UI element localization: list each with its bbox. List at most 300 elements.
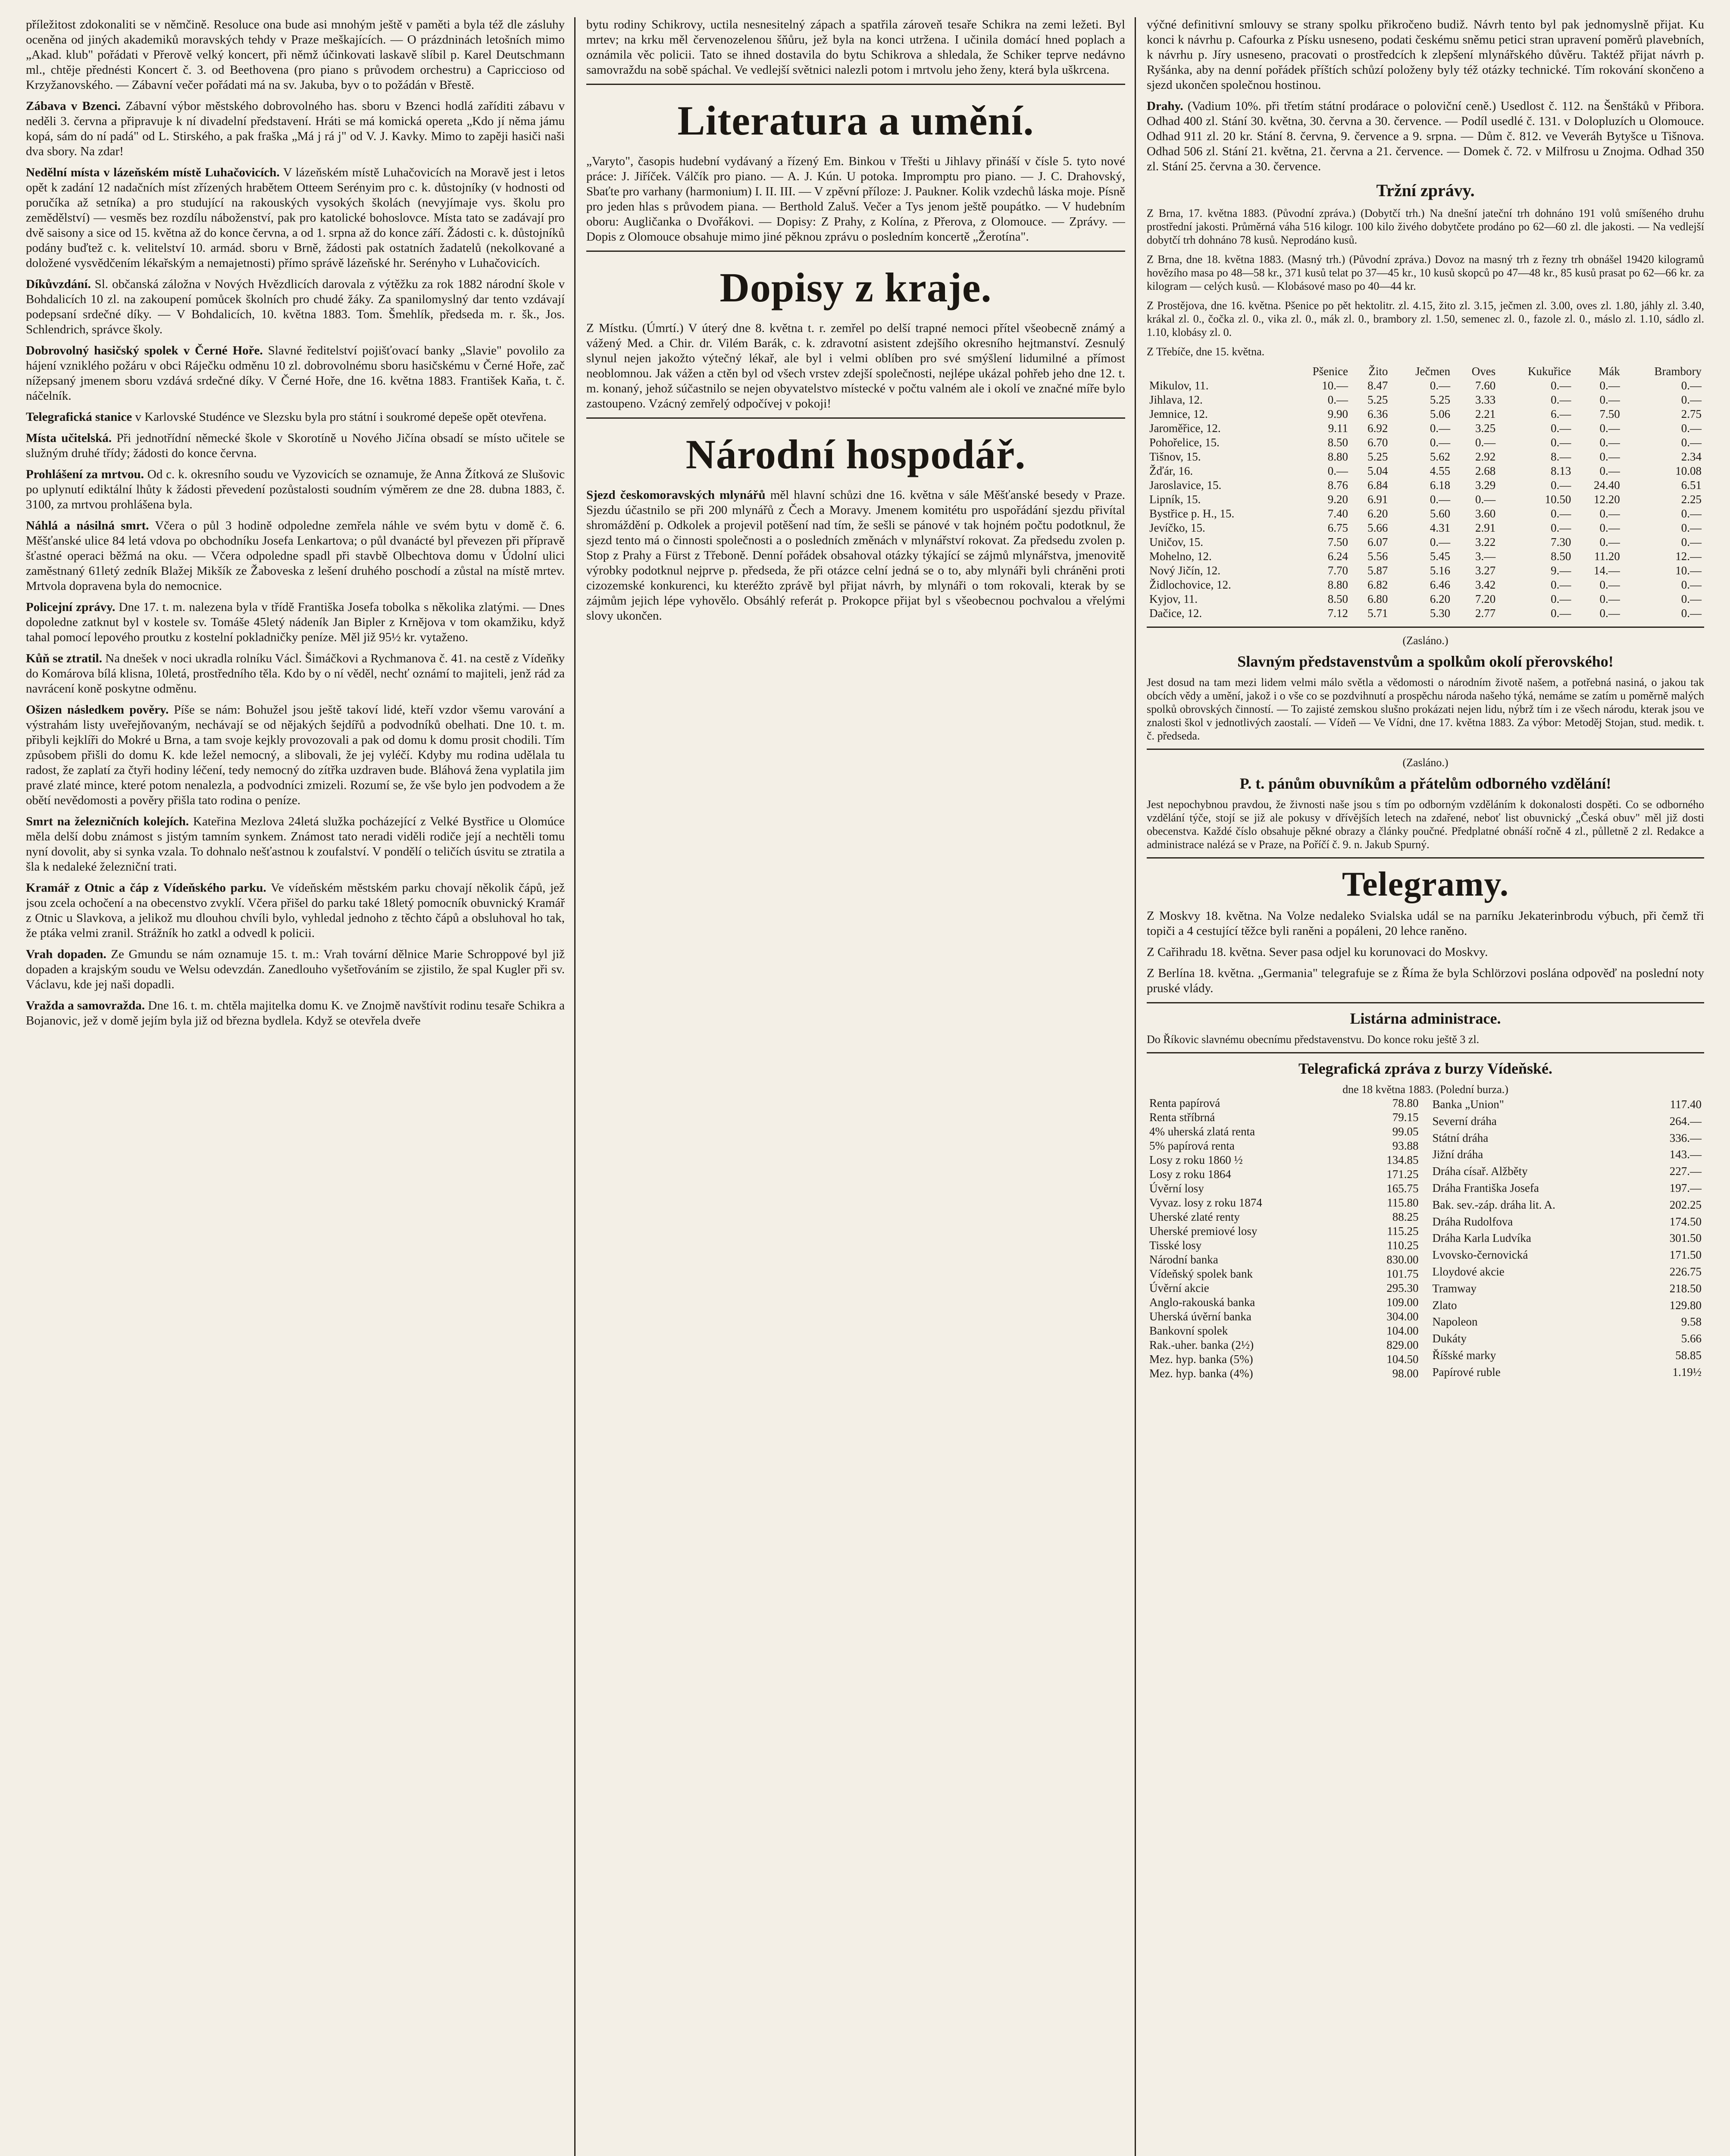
security-price: 829.00: [1386, 1338, 1419, 1351]
table-row: [1430, 1247, 1705, 1263]
table-cell: 5.16: [1430, 564, 1451, 577]
table-row: [1147, 1210, 1421, 1224]
table-row: [1147, 1139, 1421, 1153]
table-cell: Kyjov, 11.: [1149, 592, 1198, 605]
table-cell: Tišnov, 15.: [1149, 450, 1201, 463]
table-cell: 5.30: [1430, 607, 1451, 620]
security-name: Tramway: [1432, 1282, 1477, 1295]
security-price: 99.05: [1392, 1125, 1419, 1138]
table-cell: Jaroměřice, 12.: [1149, 422, 1221, 435]
table-cell: 2.34: [1681, 450, 1702, 463]
security-name: Anglo-rakouská banka: [1149, 1296, 1255, 1309]
divider: [586, 84, 1125, 85]
table-row: [1147, 464, 1704, 478]
text-nedele: V lázeňském místě Luhačovicích na Moravě jest i letos opět k zadání 12 nadačních míst zřízených hrabětem Otteem Serényim pro c. k. důstojníky (v hodnosti od poručíka až setníka) a pro studující na rakouských vysokých školách (nevyjímaje vys. školu pro zemědělství) — vesměs bez rozdílu náboženství, pak pro katolické bohoslovce. Místa tato se zadávají pro dvě saisony a sice od 15. května až do konce června, a od 1. srpna až do konce září. Žádosti c. k. důstojníků podány buďtež c. k. velitelství 10. armád. sboru v Brně, žádosti pak ostatních žadatelů (nekolkované a doložené vysvědčením lékařským a nemajetnosti) přímo správě lázeňské hr. Serényho v Luhačovicích.: [26, 166, 565, 270]
security-price: 202.25: [1669, 1198, 1702, 1211]
table-row: [1430, 1130, 1705, 1147]
article-kun: [26, 651, 565, 696]
table-row: [1147, 1181, 1421, 1196]
table-cell: 5.06: [1430, 407, 1451, 420]
table-cell: 6.84: [1367, 479, 1388, 492]
security-name: Napoleon: [1432, 1315, 1478, 1329]
column-rule: [574, 17, 576, 2156]
security-name: Dráha Rudolfova: [1432, 1215, 1513, 1228]
security-name: Uherské premiové losy: [1149, 1225, 1258, 1238]
table-row: [1430, 1230, 1705, 1247]
article-nahla: [26, 518, 565, 594]
table-cell: 6.20: [1430, 592, 1451, 605]
table-row: [1430, 1180, 1705, 1197]
table-cell: 2.68: [1475, 464, 1496, 477]
security-price: 218.50: [1669, 1282, 1702, 1295]
zaslano-title-2: P. t. pánům obuvníkům a přátelům odborného vzdělání!: [1239, 775, 1611, 792]
article-drahy: [1147, 99, 1704, 174]
table-row: [1147, 578, 1704, 592]
table-cell: 0.—: [1551, 393, 1571, 406]
text-nahla: Včera o půl 3 hodině odpoledne zemřela náhle ve svém bytu v domě č. 6. Měšťanské ulice 84 letá vdova po obchodníku Josefa Lenkartova; o půl dvanácté byl převezen při přípravě šťastné operaci běžmá na oku. — Včera odpoledne spadl při stavbě Olbechtova domu v Údolní ulici zaměstnaný 61letý zedník Blažej Mikšík ze Žaboveska z lešení druhého poschodí a zůstal na místě mrtev. Mrtvola dopravena byla do nemocnice.: [26, 519, 565, 593]
security-name: Renta stříbrná: [1149, 1111, 1215, 1124]
security-price: 336.—: [1669, 1131, 1702, 1144]
table-row: [1147, 1224, 1421, 1238]
security-name: Bak. sev.-záp. dráha lit. A.: [1432, 1198, 1555, 1211]
table-cell: 6.75: [1327, 521, 1348, 534]
table-cell: 0.—: [1599, 422, 1620, 435]
table-cell: 6.36: [1367, 407, 1388, 420]
security-name: Uherská úvěrní banka: [1149, 1310, 1251, 1323]
grain-price-table: [1147, 364, 1704, 620]
security-name: Losy z roku 1864: [1149, 1168, 1231, 1181]
table-cell: 5.25: [1430, 393, 1451, 406]
security-name: Lloydové akcie: [1432, 1265, 1505, 1279]
security-name: Uherské zlaté renty: [1149, 1210, 1240, 1223]
table-cell: 6.70: [1367, 436, 1388, 449]
table-cell: 0.—: [1551, 578, 1571, 591]
table-cell: 2.91: [1475, 521, 1496, 534]
security-price: 115.25: [1387, 1225, 1419, 1238]
table-cell: 0.—: [1551, 607, 1571, 620]
table-cell: 0.—: [1327, 393, 1348, 406]
table-cell: 3.42: [1475, 578, 1496, 591]
table-header-row: [1147, 364, 1704, 379]
table-header-cell: Oves: [1471, 365, 1496, 378]
table-cell: 3.25: [1475, 422, 1496, 435]
table-cell: 6.92: [1367, 422, 1388, 435]
market-report-1: Z Brna, 17. května 1883. (Původní zpráva.) (Dobytčí trh.) Na dnešní jateční trh dohnáno 191 volů smíšeného druhu prostřední jakosti. Průměrná váha 516 kilogr. 100 kilo živého dobytčete prodáno po 62—60 zl. dle jakosti. — Na vedlejší dobytčí trh dohnáno 78 kusů. Neprodáno kusů.: [1147, 207, 1704, 246]
security-name: Severní dráha: [1432, 1114, 1497, 1128]
table-row: [1147, 393, 1704, 407]
security-price: 129.80: [1669, 1298, 1702, 1312]
heading-vrazda: Vražda a samovražda.: [26, 999, 145, 1012]
table-cell: 5.62: [1430, 450, 1451, 463]
table-cell: 7.30: [1551, 536, 1571, 548]
security-name: Říšské marky: [1432, 1349, 1496, 1362]
table-cell: 10.—: [1675, 564, 1702, 577]
table-row: [1147, 1253, 1421, 1267]
divider: [1147, 1052, 1704, 1053]
table-cell: 8.47: [1367, 379, 1388, 392]
table-cell: 6.91: [1367, 493, 1388, 506]
table-header-cell: Kukuřice: [1527, 365, 1571, 378]
table-row: [1430, 1330, 1705, 1347]
table-row: [1147, 564, 1704, 578]
table-cell: 2.21: [1475, 407, 1496, 420]
table-cell: 7.50: [1327, 536, 1348, 548]
table-row: [1430, 1096, 1705, 1113]
table-row: [1147, 478, 1704, 492]
column-rule: [1135, 17, 1136, 2156]
table-cell: 3.—: [1475, 550, 1496, 563]
security-name: 5% papírová renta: [1149, 1139, 1235, 1152]
security-name: Banka „Union": [1432, 1097, 1504, 1111]
section-title-dopisy: Dopisy z kraje.: [720, 264, 992, 310]
heading-nedele: Nedělní místa v lázeňském místě Luhačovicích.: [26, 166, 280, 179]
security-price: 171.50: [1669, 1248, 1702, 1262]
table-row: [1147, 1366, 1421, 1381]
table-header-cell: Žito: [1368, 365, 1388, 378]
table-cell: 0.—: [1551, 436, 1571, 449]
table-cell: 12.20: [1593, 493, 1620, 506]
table-cell: Jaroslavice, 15.: [1149, 479, 1222, 492]
divider: [1147, 627, 1704, 628]
security-price: 101.75: [1386, 1267, 1419, 1280]
table-cell: 6.82: [1367, 578, 1388, 591]
table-cell: Židlochovice, 12.: [1149, 578, 1231, 591]
table-cell: 9.11: [1328, 422, 1348, 435]
table-row: [1147, 436, 1704, 450]
table-cell: 5.45: [1430, 550, 1451, 563]
table-cell: Dačice, 12.: [1149, 607, 1202, 620]
table-row: [1430, 1297, 1705, 1314]
table-cell: 5.56: [1367, 550, 1388, 563]
section-title-narodni: Národní hospodář.: [685, 431, 1026, 477]
table-cell: Jevíčko, 15.: [1149, 521, 1205, 534]
table-cell: 7.12: [1327, 607, 1348, 620]
heading-dobrov: Dobrovolný hasičský spolek v Černé Hoře.: [26, 344, 263, 357]
table-cell: 0.—: [1681, 507, 1702, 520]
table-header-cell: Pšenice: [1312, 365, 1348, 378]
table-cell: Lipník, 15.: [1149, 493, 1201, 506]
burza-date: dne 18 května 1883. (Polední burza.): [1342, 1083, 1508, 1096]
security-price: 295.30: [1386, 1282, 1419, 1294]
table-cell: 0.—: [1599, 578, 1620, 591]
text-zabava: Zábavní výbor městského dobrovolného has. sboru v Bzenci hodlá zaříditi zábavu v neděli 3. června a připravuje k ní divadelní představení. Hráti se má komická opereta „Kdo jí něma jámu kopá, sám do ní padá" od L. Stirského, a pak fraška „Má j rá j" od V. J. Kavky. Mimo to zapěji hasiči naši dva sbory. Na zdar!: [26, 99, 565, 158]
table-row: [1430, 1347, 1705, 1364]
table-cell: 0.—: [1681, 521, 1702, 534]
security-name: Jižní dráha: [1432, 1148, 1483, 1161]
table-cell: 5.66: [1367, 521, 1388, 534]
security-name: Losy z roku 1860 ½: [1149, 1153, 1243, 1166]
table-cell: 6.07: [1367, 536, 1388, 548]
table-row: [1147, 1267, 1421, 1281]
table-cell: 0.—: [1430, 493, 1451, 506]
table-cell: 8.80: [1327, 578, 1348, 591]
section-title-trzni: Tržní zprávy.: [1376, 181, 1475, 200]
table-cell: 9.90: [1327, 407, 1348, 420]
table-cell: 8.—: [1551, 450, 1571, 463]
section-title-telegramy: Telegramy.: [1342, 865, 1509, 903]
table-cell: 7.40: [1327, 507, 1348, 520]
telegram-3: Z Berlína 18. května. „Germania" telegrafuje se z Říma že byla Schlörzovi poslána odpověď na poslední noty pruské vlády.: [1147, 966, 1704, 995]
table-cell: 0.—: [1599, 379, 1620, 392]
heading-misto: Místa učitelská.: [26, 431, 112, 445]
security-price: 304.00: [1386, 1310, 1419, 1323]
table-cell: 8.76: [1327, 479, 1348, 492]
table-row: [1147, 1281, 1421, 1295]
table-row: [1430, 1314, 1705, 1331]
table-cell: 3.27: [1475, 564, 1496, 577]
table-cell: 14.—: [1593, 564, 1620, 577]
burza-table-right: [1430, 1096, 1705, 1381]
article-dopisy: Z Místku. (Úmrtí.) V úterý dne 8. května t. r. zemřel po delší trapné nemoci přítel všeobecně známý a vážený Med. a Chir. dr. Vilém Barák, c. k. zdravotní asistent zdejšího okresního hejtmanství. Zesnulý slynul nejen jakožto výtečný lékař, ale byl i velmi oblíben pro své smýšlení lidumilné a přímost neoblomnou. Jak vážen a ctěn byl od všech vrstev zdejší společnosti, nejlépe ukázal pohřeb jeho dne 12. t. m. konaný, jehož súčastnilo se nejen obyvatelstvo místecké v počtu valném ale i okolí ve značné míře bylo zastoupeno. Vzácný zemřelý odpočívej v pokoji!: [586, 321, 1125, 411]
table-cell: 8.50: [1327, 592, 1348, 605]
table-cell: 8.50: [1327, 436, 1348, 449]
table-cell: Žďár, 16.: [1149, 464, 1193, 477]
table-cell: 7.70: [1327, 564, 1348, 577]
table-cell: 6.46: [1430, 578, 1451, 591]
table-cell: 0.—: [1430, 436, 1451, 449]
table-cell: 0.—: [1551, 422, 1571, 435]
table-cell: 0.—: [1599, 393, 1620, 406]
table-row: [1147, 1338, 1421, 1352]
text-smrt: Kateřina Mezlova 24letá služka pocházející z Velké Bystřice u Olomúce měla delší dobu známost s jistým tamním synkem. Známost tato neradi viděli rodiče její a nechtěli tomu nyní dovolit, aby si synka vzala. To dohnalo nešťastnou k zoufalství. V pondělí o teličích úsvitu se ztratila a šla k nedaleké železniční trati.: [26, 815, 565, 874]
table-row: [1147, 421, 1704, 436]
heading-kun: Kůň se ztratil.: [26, 652, 102, 665]
column-2: [586, 17, 1125, 2156]
security-price: 79.15: [1392, 1111, 1419, 1124]
article-intro: příležitost zdokonaliti se v němčině. Resoluce ona bude asi mnohým ještě v paměti a byla též dle zásluhy oceněna od jiných akademiků moravských tehdy v Praze meškajících. — O prázdninách letošních mimo „Akad. klub" pořádati v Přerově velký koncert, při němž účinkovati laskavě slíbil p. Karel Deutschmann ml., chtěje přednésti Koncert č. 3. od Beethovena (pro piano s průvodem orchestru) a Capriccioso od Krzyžanovského. — Zábavní večer pořádati má na sv. Jakuba, byv o to požádán v Břestě.: [26, 18, 565, 92]
table-cell: 0.—: [1551, 507, 1571, 520]
text-drahy: (Vadium 10%. při třetím státní prodárace o poloviční ceně.) Usedlost č. 112. na Šenštáků v Přibora. Odhad 400 zl. Stání 30. května, 30. června a 30. července. — Podíl usedlé č. 131. v Dolopluzích u Olomouce. Odhad 911 zl. 20 kr. Stání 8. června, 9. července a 9. srpna. — Dům č. 812. ve Veveráh Bytyšce u Tišnova. Odhad 506 zl. Stání 21. května, 21. června a 21. července. — Domek č. 72. v Milfrosu u Znojma. Odhad 350 zl. Stání 25. června a 30. července.: [1147, 99, 1704, 173]
table-cell: 10.08: [1675, 464, 1702, 477]
table-row: [1430, 1113, 1705, 1130]
table-cell: Bystřice p. H., 15.: [1149, 507, 1235, 520]
table-cell: 0.—: [1599, 592, 1620, 605]
zaslano-text-1: Jest dosud na tam mezi lidem velmi málo světla a vědomosti o národním životě našem, a potřebná nasiná, o jakou tak obcích vědy a umění, jakož i o vše co se pozdvihnutí a prospěchu národa našeho týká, nemáme se zatím u poměrně malých spolků obrovských činností. — To zajisté zemskou slušno prokázati nejen lidu, nýbrž tím i ze všech národu, kterak jsou ve znalosti škol v jednotlivých zaostalí. — Vídeň — Ve Vídni, dne 17. května 1883. Za výbor: Metoděj Stojan, stud. medik. t. č. předseda.: [1147, 676, 1704, 742]
table-cell: Mohelno, 12.: [1149, 550, 1212, 563]
table-row: [1147, 1324, 1421, 1338]
security-name: Zlato: [1432, 1298, 1457, 1312]
security-name: Vyvaz. losy z roku 1874: [1149, 1196, 1262, 1209]
article-smrt: [26, 814, 565, 874]
table-cell: 10.—: [1322, 379, 1348, 392]
table-cell: 0.—: [1599, 436, 1620, 449]
table-cell: 0.—: [1599, 450, 1620, 463]
security-name: Papírové ruble: [1432, 1366, 1501, 1379]
text-misto: Při jednotřídní německé škole v Skorotíně u Nového Jičína obsadí se místo učitele se služným druhé třídy; žádosti do konce června.: [26, 431, 565, 460]
divider: [586, 417, 1125, 419]
table-cell: 0.—: [1681, 422, 1702, 435]
table-cell: 24.40: [1593, 479, 1620, 492]
zaslano-label-1: (Zasláno.): [1402, 634, 1448, 647]
security-price: 78.80: [1392, 1097, 1419, 1109]
text-vrah: Ze Gmundu se nám oznamuje 15. t. m.: Vrah tovární dělnice Marie Schroppové byl již dopaden a krajským soudu ve Welsu odevzdán. Zanedlouho vyšetřováním se zjistilo, že spal Kugler při sv. Václavu, kde jej naši dopadli.: [26, 947, 565, 991]
telegram-1: Z Moskvy 18. května. Na Volze nedaleko Svialska udál se na parníku Jekaterinbrodu výbuch, při čemž tři topiči a 4 cestující těžce byli raněni a popáleni, 20 lehce raněno.: [1147, 909, 1704, 938]
heading-polic: Policejní zprávy.: [26, 600, 116, 614]
table-cell: 0.—: [1551, 479, 1571, 492]
text-vrazda: Dne 16. t. m. chtěla majitelka domu K. ve Znojmě navštívit rodinu tesaře Schikra a Bojanovic, jež v domě jejím byla již od března bydlela. Když se otevřela dveře: [26, 999, 565, 1028]
table-cell: 0.—: [1599, 464, 1620, 477]
table-row: [1147, 592, 1704, 606]
table-header-cell: [1147, 364, 1287, 379]
market-report-2: Z Brna, dne 18. května 1883. (Masný trh.) (Původní zpráva.) Dovoz na masný trh z řezny trh obnášel 19420 kilogramů hovězího masa po 48—58 kr., 371 kusů telat po 37—45 kr., 10 kusů skopců po 47—48 kr., 85 kusů prasat po 62—66 kr. za kilogram — celých kusů. — Klobásové maso po 40—44 kr.: [1147, 253, 1704, 292]
article-dobrov: [26, 343, 565, 404]
table-cell: 2.77: [1475, 607, 1496, 620]
table-cell: 12.—: [1675, 550, 1702, 563]
security-name: Bankovní spolek: [1149, 1324, 1228, 1337]
table-cell: 0.—: [1551, 521, 1571, 534]
table-cell: 7.20: [1475, 592, 1496, 605]
security-name: Mez. hyp. banka (5%): [1149, 1353, 1253, 1366]
table-cell: 4.31: [1430, 521, 1451, 534]
table-cell: 3.29: [1475, 479, 1496, 492]
divider: [1147, 857, 1704, 859]
text-dik: Sl. občanská záložna v Nových Hvězdlicích darovala z výtěžku za rok 1882 národní škole v Bohdalicích 10 zl. na zakoupení pomůcek školních pro chudé žáky. Za spanilomyslný dar tento vzdávají podepsaní srdečné díky. — V Bohdalicích, 10. května 1883. Tom. Šmehlík, předseda m. r. šk., Jos. Schlendrich, správce školy.: [26, 277, 565, 336]
table-cell: 0.—: [1681, 578, 1702, 591]
text-dobrov: Slavné ředitelství pojišťovací banky „Slavie" povolilo za hájení vzniklého požáru v obci Ráječku odměnu 10 zl. dobrovolnému sboru hasičskému v Černé Hoře, zač nížepsaný jmenem sboru vzdává srdečné díky. V Černé Hoře, dne 16. května 1883. František Kaňa, t. č. náčelník.: [26, 344, 565, 403]
table-cell: 6.20: [1367, 507, 1388, 520]
security-name: Dráha Františka Josefa: [1432, 1181, 1539, 1194]
table-header-cell: Mák: [1599, 365, 1620, 378]
article-dik: [26, 277, 565, 337]
table-cell: 11.20: [1594, 550, 1620, 563]
table-cell: 6.—: [1551, 407, 1571, 420]
security-price: 115.80: [1387, 1196, 1419, 1209]
table-cell: 8.80: [1327, 450, 1348, 463]
table-row: [1147, 606, 1704, 620]
heading-osizen: Ošizen následkem pověry.: [26, 703, 169, 717]
text-kun: Na dnešek v noci ukradla rolníku Václ. Šimáčkovi a Rychmanova č. 41. na cestě z Vídeňky do Komárova bílá klisna, 10letá, prostředního těla. Kdo by o ní věděl, nechť oznámí to majiteli, jenž rád za navrácení koně poskytne odměnu.: [26, 652, 565, 696]
text-polic: Dne 17. t. m. nalezena byla v třídě Františka Josefa tobolka s několika zlatými. — Dnes dopoledne zatknut byl v kostele sv. Tomáše 45letý nádeník Jan Bipler z Krnějova v tom okamžiku, když tahal pomocí lepového proutku z kostelní pokladničky peníze. Měl již 95½ kr. vytaženo.: [26, 600, 565, 644]
table-cell: 2.92: [1475, 450, 1496, 463]
security-price: 93.88: [1392, 1139, 1419, 1152]
security-price: 174.50: [1669, 1215, 1702, 1228]
table-row: [1147, 521, 1704, 535]
table-row: [1147, 1295, 1421, 1310]
table-cell: 0.—: [1599, 607, 1620, 620]
table-cell: 10.50: [1545, 493, 1571, 506]
zaslano-title-1: Slavným představenstvům a spolkům okolí přerovského!: [1237, 653, 1614, 670]
divider: [1147, 1002, 1704, 1003]
table-cell: 0.—: [1430, 536, 1451, 548]
table-cell: 5.71: [1367, 607, 1388, 620]
security-name: Rak.-uher. banka (2½): [1149, 1338, 1254, 1351]
security-name: Mez. hyp. banka (4%): [1149, 1367, 1253, 1380]
article-vrazda: [26, 998, 565, 1028]
listarna-text: Do Říkovic slavnému obecnímu představenstvu. Do konce roku ještě 3 zl.: [1147, 1033, 1480, 1046]
heading-smrt: Smrt na železničních kolejích.: [26, 815, 189, 828]
table-header-cell: Ječmen: [1415, 365, 1451, 378]
newspaper-page: [26, 17, 1704, 2156]
table-cell: 0.—: [1599, 521, 1620, 534]
table-row: [1147, 407, 1704, 421]
table-row: [1147, 1153, 1421, 1167]
security-price: 109.00: [1386, 1296, 1419, 1309]
security-price: 1.19½: [1672, 1366, 1702, 1379]
text-sjezd: měl hlavní schůzi dne 16. května v sále Měšťanské besedy v Praze. Sjezdu účastnilo se při 200 mlynářů z Čech a Moravy. Jmenem komitétu pro uspořádání sjezdu přivítal shromáždění p. Odkolek a projevil potěšení nad tím, že sešli se pánové v tak hojném počtu podotknul, že sjezd tento má o činnosti společnosti a o posledních změnách v mlynářství rokovat. Za předsedu zvolen p. Stop z Prahy a Fürst z Třeboně. Denní pořádek obsahoval otázky týkající se zájmů mlynářstva, jmenovitě výrobky podotknul nejprve p. předseda, že při otázce celní jedná se o to, aby mlynáři byli chráněni proti cizozemské konkurenci, ku kteréžto zprávě byl přijat návrh, by mlynáři o tom rokovali, kterak by se zájmům jejich lépe vyhovělo. Obsáhlý referát p. Prokopce přijat byl s všeobecnou pochvalou a vřelými slovy ukončen.: [586, 488, 1125, 623]
security-name: Dukáty: [1432, 1332, 1467, 1345]
security-price: 5.66: [1681, 1332, 1702, 1345]
listarna-heading: Listárna administrace.: [1350, 1010, 1501, 1027]
security-price: 88.25: [1392, 1210, 1419, 1223]
article-misto: [26, 431, 565, 461]
article-teleg: [26, 410, 565, 425]
table-cell: 8.13: [1551, 464, 1571, 477]
heading-prohlaseni: Prohlášení za mrtvou.: [26, 467, 144, 481]
article-vrah: [26, 947, 565, 992]
text-teleg: v Karlovské Studénce ve Slezsku byla pro státní i soukromé depeše opět otevřena.: [135, 410, 547, 424]
table-row: [1147, 1238, 1421, 1253]
table-row: [1147, 507, 1704, 521]
table-row: [1430, 1163, 1705, 1180]
table-cell: 0.—: [1681, 592, 1702, 605]
burza-tables: [1147, 1096, 1704, 1381]
security-price: 165.75: [1386, 1182, 1419, 1195]
table-cell: 2.25: [1681, 493, 1702, 506]
heading-zabava: Zábava v Bzenci.: [26, 99, 121, 113]
security-price: 98.00: [1392, 1367, 1419, 1380]
table-row: [1147, 492, 1704, 507]
table-cell: Nový Jičín, 12.: [1149, 564, 1220, 577]
table-cell: 0.—: [1599, 507, 1620, 520]
security-price: 110.25: [1387, 1239, 1419, 1252]
table-cell: Uničov, 15.: [1149, 536, 1203, 548]
security-name: Dráha císař. Alžběty: [1432, 1165, 1528, 1178]
table-row: [1147, 1167, 1421, 1181]
security-price: 830.00: [1386, 1253, 1419, 1266]
table-cell: 6.80: [1367, 592, 1388, 605]
table-cell: 5.04: [1367, 464, 1388, 477]
article-prohlaseni: [26, 467, 565, 512]
article-sjezd: [586, 488, 1125, 624]
security-price: 134.85: [1386, 1153, 1419, 1166]
article-sjezd-cont: výčné definitivní smlouvy se strany spolku přikročeno budiž. Návrh tento byl pak jednomyslně přijat. Ku konci k návrhu p. Cafourka z Písku usneseno, podati českému sněmu petici stran upravení poměrů plavebních, k návrhu p. Jíry usneseno, pracovati o prostředcích k zlepšení mlynářského důvěru. Taktéž přijat návrh p. Ryšánka, aby na denní pořádek příštích schůzí položeny byly též otázky technické. Tím rokování skončeno a sjezd ukončen společnou hostinou.: [1147, 18, 1704, 92]
table-cell: 3.33: [1475, 393, 1496, 406]
table-cell: 7.60: [1475, 379, 1496, 392]
article-polic: [26, 600, 565, 645]
table-cell: 8.50: [1551, 550, 1571, 563]
table-row: [1147, 535, 1704, 549]
table-row: [1147, 549, 1704, 564]
table-cell: 9.—: [1551, 564, 1571, 577]
security-price: 227.—: [1669, 1165, 1702, 1178]
table-cell: 0.—: [1681, 379, 1702, 392]
table-row: [1430, 1213, 1705, 1230]
burza-table-left: [1147, 1096, 1421, 1381]
heading-nahla: Náhlá a násilná smrt.: [26, 519, 149, 533]
table-row: [1430, 1146, 1705, 1163]
table-row: [1147, 1310, 1421, 1324]
table-cell: 0.—: [1551, 379, 1571, 392]
heading-vrah: Vrah dopaden.: [26, 947, 106, 961]
table-row: [1147, 379, 1704, 393]
security-price: 117.40: [1670, 1097, 1702, 1111]
article-vrazda-cont: bytu rodiny Schikrovy, uctila nesnesitelný zápach a spatřila zároveň tesaře Schikra na zemi ležeti. Byl mrtev; na krku měl červenozelenou šňůru, jež byla na konci utržena. I učinila domácí hned poplach a oznámila věc policii. Tato se ihned dostavila do bytu Schikrova a shledala, že Schiker teprve nedávno samovraždu na sobě spáchal. Ve vedlejší světnici nalezli potom i mrtvolu jeho ženy, která byla uškrcena.: [586, 18, 1125, 77]
divider: [586, 251, 1125, 252]
table-cell: 0.—: [1599, 536, 1620, 548]
table-cell: 5.25: [1367, 450, 1388, 463]
text-osizen: Píše se nám: Bohužel jsou ještě takoví lidé, kteří vzdor všemu varování a výstrahám listy uveřejňovaným, nechávají se od nějakých šejdířů a podvodníků obelhati. Dne 10. t. m. přibyli kejklíři do Mokré u Brna, a tam svoje kejkly provozovali a pak od domu k domu prosit chodili. Tím způsobem přišli do domu K. kde ležel nemocný, a slibovali, že jej vyléčí. Kdyby mu rodina udělala tu radost, že zaplatí za čtyři hodiny léčení, tedy nemocný do zítřka uzdraven bude. Bláhová žena vyplatila jim pravé zlaté mince, které potom nenalezla, a podvodníci zmizeli. Rozumí se, že vše bylo jen podvodem a že obětí nevědomosti a pověry přišla tato rodina o peníze.: [26, 703, 565, 807]
table-row: [1147, 1110, 1421, 1125]
table-cell: 9.20: [1327, 493, 1348, 506]
heading-drahy: Drahy.: [1147, 99, 1183, 113]
security-name: Tisské losy: [1149, 1239, 1202, 1252]
table-row: [1147, 1096, 1421, 1110]
table-cell: Pohořelice, 15.: [1149, 436, 1220, 449]
table-cell: 6.51: [1681, 479, 1702, 492]
zaslano-label-2: (Zasláno.): [1402, 756, 1448, 769]
security-name: Státní dráha: [1432, 1131, 1489, 1144]
security-price: 104.00: [1386, 1324, 1419, 1337]
